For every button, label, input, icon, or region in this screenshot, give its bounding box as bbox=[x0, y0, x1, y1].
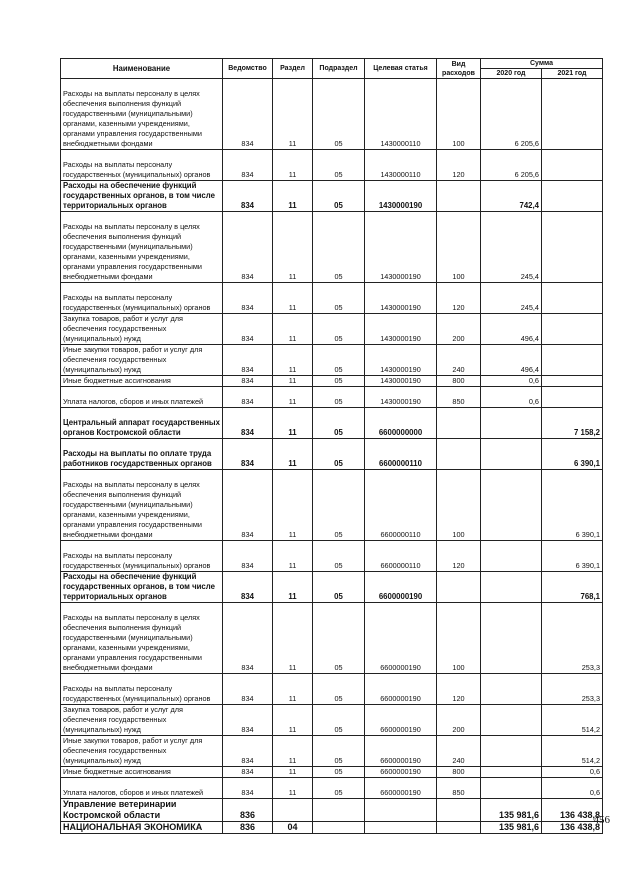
row-target: 1430000190 bbox=[365, 181, 437, 212]
row-value-2021: 253,3 bbox=[542, 674, 603, 705]
row-value-2020 bbox=[481, 705, 542, 736]
row-kind bbox=[437, 439, 481, 470]
row-name: Закупка товаров, работ и услуг для обеспечения государственных (муниципальных) нужд bbox=[61, 314, 223, 345]
row-section: 04 bbox=[273, 822, 313, 834]
row-kind: 100 bbox=[437, 79, 481, 150]
row-dept: 834 bbox=[223, 212, 273, 283]
row-name: Расходы на выплаты персоналу государственных (муниципальных) органов bbox=[61, 674, 223, 705]
row-dept: 834 bbox=[223, 439, 273, 470]
row-dept: 834 bbox=[223, 470, 273, 541]
table-row bbox=[61, 314, 603, 345]
row-subsection: 05 bbox=[313, 778, 365, 799]
row-section: 11 bbox=[273, 150, 313, 181]
row-subsection: 05 bbox=[313, 150, 365, 181]
row-value-2020: 496,4 bbox=[481, 345, 542, 376]
row-kind bbox=[437, 799, 481, 822]
row-name: НАЦИОНАЛЬНАЯ ЭКОНОМИКА bbox=[61, 822, 223, 834]
row-kind: 120 bbox=[437, 150, 481, 181]
row-dept: 834 bbox=[223, 150, 273, 181]
row-value-2021: 7 158,2 bbox=[542, 408, 603, 439]
row-kind bbox=[437, 181, 481, 212]
row-value-2021 bbox=[542, 79, 603, 150]
row-value-2021 bbox=[542, 345, 603, 376]
row-kind: 120 bbox=[437, 541, 481, 572]
row-section: 11 bbox=[273, 541, 313, 572]
row-value-2021 bbox=[542, 212, 603, 283]
row-section: 11 bbox=[273, 345, 313, 376]
row-name: Центральный аппарат государственных органов Костромской области bbox=[61, 408, 223, 439]
row-subsection: 05 bbox=[313, 439, 365, 470]
header-subsection: Подраздел bbox=[313, 59, 365, 79]
row-target bbox=[365, 799, 437, 822]
table-row bbox=[61, 376, 603, 387]
row-value-2021: 514,2 bbox=[542, 736, 603, 767]
row-dept: 834 bbox=[223, 541, 273, 572]
row-value-2021: 136 438,8 bbox=[542, 822, 603, 834]
row-value-2020: 245,4 bbox=[481, 283, 542, 314]
table-row bbox=[61, 799, 603, 822]
row-section: 11 bbox=[273, 603, 313, 674]
header-2020: 2020 год bbox=[481, 69, 542, 79]
row-kind: 100 bbox=[437, 603, 481, 674]
row-value-2020 bbox=[481, 674, 542, 705]
row-kind: 100 bbox=[437, 470, 481, 541]
row-value-2021 bbox=[542, 150, 603, 181]
row-section: 11 bbox=[273, 181, 313, 212]
row-section: 11 bbox=[273, 572, 313, 603]
row-target: 1430000190 bbox=[365, 345, 437, 376]
row-subsection: 05 bbox=[313, 376, 365, 387]
row-kind: 850 bbox=[437, 387, 481, 408]
row-dept: 834 bbox=[223, 408, 273, 439]
table-row bbox=[61, 345, 603, 376]
table-row bbox=[61, 181, 603, 212]
row-dept: 834 bbox=[223, 767, 273, 778]
table-row bbox=[61, 705, 603, 736]
row-value-2021: 6 390,1 bbox=[542, 541, 603, 572]
row-kind: 800 bbox=[437, 767, 481, 778]
header-target: Целевая статья bbox=[365, 59, 437, 79]
row-dept: 834 bbox=[223, 387, 273, 408]
row-section: 11 bbox=[273, 314, 313, 345]
row-kind: 100 bbox=[437, 212, 481, 283]
row-kind bbox=[437, 822, 481, 834]
row-value-2020 bbox=[481, 541, 542, 572]
row-subsection: 05 bbox=[313, 674, 365, 705]
row-kind: 800 bbox=[437, 376, 481, 387]
table-row bbox=[61, 767, 603, 778]
row-value-2020: 135 981,6 bbox=[481, 822, 542, 834]
table-row bbox=[61, 387, 603, 408]
row-subsection: 05 bbox=[313, 603, 365, 674]
table-row bbox=[61, 439, 603, 470]
row-value-2021: 0,6 bbox=[542, 778, 603, 799]
row-dept: 834 bbox=[223, 345, 273, 376]
row-section: 11 bbox=[273, 387, 313, 408]
row-target: 6600000190 bbox=[365, 674, 437, 705]
row-section: 11 bbox=[273, 736, 313, 767]
row-name: Закупка товаров, работ и услуг для обеспечения государственных (муниципальных) нужд bbox=[61, 705, 223, 736]
row-value-2020: 245,4 bbox=[481, 212, 542, 283]
budget-table bbox=[60, 58, 603, 834]
row-name: Расходы на выплаты персоналу государственных (муниципальных) органов bbox=[61, 541, 223, 572]
row-name: Расходы на выплаты по оплате труда работников государственных органов bbox=[61, 439, 223, 470]
row-target: 6600000190 bbox=[365, 736, 437, 767]
row-kind bbox=[437, 572, 481, 603]
row-section: 11 bbox=[273, 778, 313, 799]
page-number: 456 bbox=[593, 814, 610, 826]
table-row bbox=[61, 408, 603, 439]
row-dept: 836 bbox=[223, 822, 273, 834]
row-value-2021 bbox=[542, 376, 603, 387]
row-subsection: 05 bbox=[313, 705, 365, 736]
row-name: Расходы на обеспечение функций государственных органов, в том числе территориальных органов bbox=[61, 572, 223, 603]
row-value-2021: 253,3 bbox=[542, 603, 603, 674]
table-row bbox=[61, 572, 603, 603]
row-value-2021: 6 390,1 bbox=[542, 470, 603, 541]
row-target: 6600000110 bbox=[365, 439, 437, 470]
row-subsection: 05 bbox=[313, 283, 365, 314]
row-name: Расходы на выплаты персоналу в целях обеспечения выполнения функций государственными (муниципальными) органами, казенными учреждениями, органами управления государственными внебюджетными фондами bbox=[61, 212, 223, 283]
table-row bbox=[61, 778, 603, 799]
row-target: 1430000190 bbox=[365, 212, 437, 283]
row-section: 11 bbox=[273, 470, 313, 541]
row-value-2020 bbox=[481, 778, 542, 799]
table-row bbox=[61, 674, 603, 705]
row-target: 6600000190 bbox=[365, 767, 437, 778]
row-value-2020: 0,6 bbox=[481, 387, 542, 408]
row-section: 11 bbox=[273, 283, 313, 314]
header-kind: Вид расходов bbox=[437, 59, 481, 79]
table-row bbox=[61, 79, 603, 150]
row-subsection: 05 bbox=[313, 345, 365, 376]
row-kind bbox=[437, 408, 481, 439]
row-kind: 200 bbox=[437, 314, 481, 345]
row-dept: 834 bbox=[223, 181, 273, 212]
row-kind: 200 bbox=[437, 705, 481, 736]
row-dept: 834 bbox=[223, 314, 273, 345]
row-subsection bbox=[313, 822, 365, 834]
row-value-2021: 136 438,8 bbox=[542, 799, 603, 822]
row-subsection: 05 bbox=[313, 470, 365, 541]
row-target bbox=[365, 822, 437, 834]
table-row bbox=[61, 541, 603, 572]
row-value-2020: 6 205,6 bbox=[481, 79, 542, 150]
row-subsection: 05 bbox=[313, 212, 365, 283]
row-value-2021 bbox=[542, 314, 603, 345]
row-section: 11 bbox=[273, 674, 313, 705]
row-name: Расходы на выплаты персоналу в целях обеспечения выполнения функций государственными (муниципальными) органами, казенными учреждениями, органами управления государственными внебюджетными фондами bbox=[61, 603, 223, 674]
row-dept: 834 bbox=[223, 736, 273, 767]
row-value-2021 bbox=[542, 387, 603, 408]
row-target: 1430000190 bbox=[365, 314, 437, 345]
row-target: 6600000110 bbox=[365, 470, 437, 541]
row-subsection bbox=[313, 799, 365, 822]
row-value-2020: 135 981,6 bbox=[481, 799, 542, 822]
header-2021: 2021 год bbox=[542, 69, 603, 79]
row-target: 6600000190 bbox=[365, 603, 437, 674]
row-name: Иные бюджетные ассигнования bbox=[61, 376, 223, 387]
row-dept: 834 bbox=[223, 572, 273, 603]
row-value-2020 bbox=[481, 439, 542, 470]
table-row bbox=[61, 150, 603, 181]
row-target: 1430000190 bbox=[365, 283, 437, 314]
row-kind: 850 bbox=[437, 778, 481, 799]
row-name: Расходы на выплаты персоналу государственных (муниципальных) органов bbox=[61, 283, 223, 314]
row-subsection: 05 bbox=[313, 767, 365, 778]
row-section: 11 bbox=[273, 767, 313, 778]
row-value-2020: 6 205,6 bbox=[481, 150, 542, 181]
row-subsection: 05 bbox=[313, 79, 365, 150]
header-name: Наименование bbox=[61, 59, 223, 79]
row-dept: 836 bbox=[223, 799, 273, 822]
row-target: 1430000190 bbox=[365, 376, 437, 387]
row-dept: 834 bbox=[223, 283, 273, 314]
row-section: 11 bbox=[273, 439, 313, 470]
row-name: Иные закупки товаров, работ и услуг для обеспечения государственных (муниципальных) нужд bbox=[61, 736, 223, 767]
row-subsection: 05 bbox=[313, 314, 365, 345]
row-target: 6600000190 bbox=[365, 705, 437, 736]
row-section bbox=[273, 799, 313, 822]
table-body bbox=[61, 79, 603, 834]
row-name: Иные закупки товаров, работ и услуг для обеспечения государственных (муниципальных) нужд bbox=[61, 345, 223, 376]
row-target: 6600000190 bbox=[365, 778, 437, 799]
row-dept: 834 bbox=[223, 778, 273, 799]
row-target: 6600000000 bbox=[365, 408, 437, 439]
row-subsection: 05 bbox=[313, 181, 365, 212]
row-dept: 834 bbox=[223, 603, 273, 674]
row-value-2020: 0,6 bbox=[481, 376, 542, 387]
row-section: 11 bbox=[273, 705, 313, 736]
row-name: Уплата налогов, сборов и иных платежей bbox=[61, 387, 223, 408]
row-value-2020 bbox=[481, 572, 542, 603]
row-value-2021: 768,1 bbox=[542, 572, 603, 603]
row-value-2020: 742,4 bbox=[481, 181, 542, 212]
row-value-2020 bbox=[481, 603, 542, 674]
header-section: Раздел bbox=[273, 59, 313, 79]
row-section: 11 bbox=[273, 408, 313, 439]
row-value-2021 bbox=[542, 283, 603, 314]
row-value-2021: 0,6 bbox=[542, 767, 603, 778]
row-value-2021 bbox=[542, 181, 603, 212]
row-section: 11 bbox=[273, 79, 313, 150]
row-name: Уплата налогов, сборов и иных платежей bbox=[61, 778, 223, 799]
row-dept: 834 bbox=[223, 705, 273, 736]
row-section: 11 bbox=[273, 376, 313, 387]
row-subsection: 05 bbox=[313, 408, 365, 439]
table-row bbox=[61, 470, 603, 541]
row-name: Управление ветеринарии Костромской области bbox=[61, 799, 223, 822]
row-name: Расходы на обеспечение функций государственных органов, в том числе территориальных органов bbox=[61, 181, 223, 212]
row-value-2020: 496,4 bbox=[481, 314, 542, 345]
row-dept: 834 bbox=[223, 79, 273, 150]
table-row bbox=[61, 822, 603, 834]
row-subsection: 05 bbox=[313, 736, 365, 767]
row-name: Расходы на выплаты персоналу в целях обеспечения выполнения функций государственными (муниципальными) органами, казенными учреждениями, органами управления государственными внебюджетными фондами bbox=[61, 470, 223, 541]
row-target: 6600000110 bbox=[365, 541, 437, 572]
row-kind: 240 bbox=[437, 736, 481, 767]
row-kind: 240 bbox=[437, 345, 481, 376]
table-row bbox=[61, 212, 603, 283]
row-value-2020 bbox=[481, 408, 542, 439]
table-row bbox=[61, 603, 603, 674]
row-name: Расходы на выплаты персоналу в целях обеспечения выполнения функций государственными (муниципальными) органами, казенными учреждениями, органами управления государственными внебюджетными фондами bbox=[61, 79, 223, 150]
row-name: Расходы на выплаты персоналу государственных (муниципальных) органов bbox=[61, 150, 223, 181]
row-dept: 834 bbox=[223, 376, 273, 387]
row-value-2021: 514,2 bbox=[542, 705, 603, 736]
row-kind: 120 bbox=[437, 674, 481, 705]
table-row bbox=[61, 283, 603, 314]
row-subsection: 05 bbox=[313, 387, 365, 408]
row-target: 1430000190 bbox=[365, 387, 437, 408]
row-subsection: 05 bbox=[313, 541, 365, 572]
row-value-2020 bbox=[481, 470, 542, 541]
row-target: 1430000110 bbox=[365, 79, 437, 150]
row-target: 6600000190 bbox=[365, 572, 437, 603]
row-dept: 834 bbox=[223, 674, 273, 705]
row-subsection: 05 bbox=[313, 572, 365, 603]
row-value-2021: 6 390,1 bbox=[542, 439, 603, 470]
row-kind: 120 bbox=[437, 283, 481, 314]
row-name: Иные бюджетные ассигнования bbox=[61, 767, 223, 778]
row-section: 11 bbox=[273, 212, 313, 283]
row-value-2020 bbox=[481, 767, 542, 778]
header-dept: Ведомство bbox=[223, 59, 273, 79]
header-sum: Сумма bbox=[481, 59, 603, 69]
table-row bbox=[61, 736, 603, 767]
row-target: 1430000110 bbox=[365, 150, 437, 181]
row-value-2020 bbox=[481, 736, 542, 767]
